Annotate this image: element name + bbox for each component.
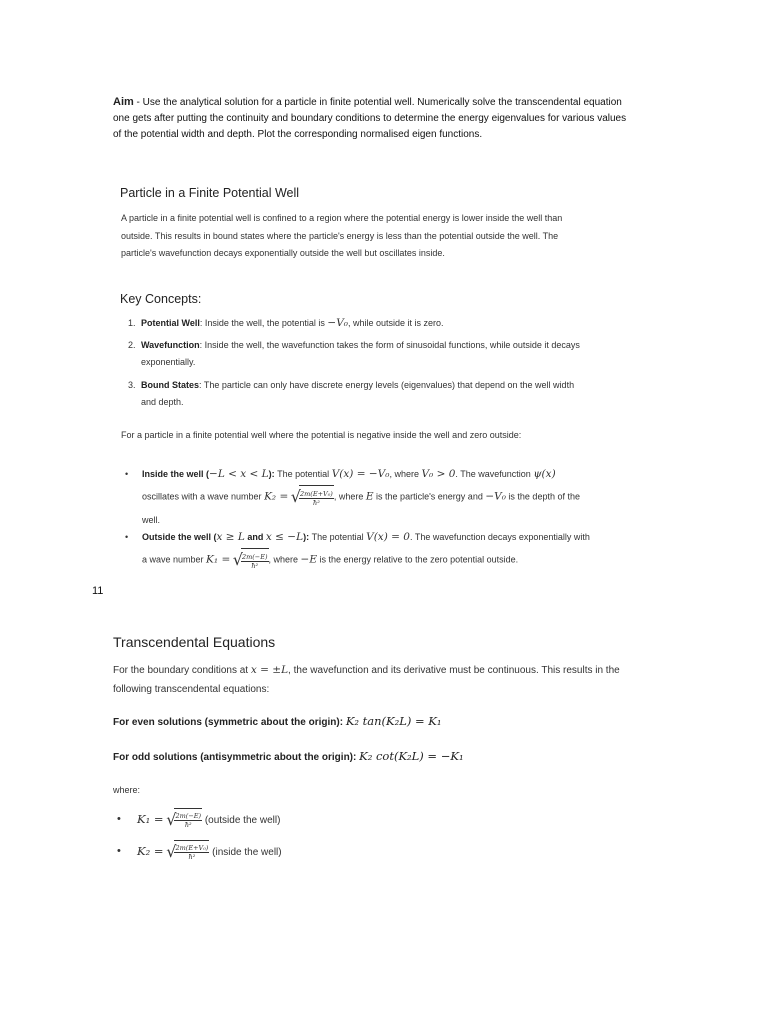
bullet-dot: •	[125, 469, 129, 479]
math-expression: K₂ =	[264, 490, 289, 503]
paren: ):	[268, 469, 278, 479]
text: (inside the well)	[209, 847, 282, 858]
bullet-k1	[117, 808, 587, 832]
text: is the energy relative to the zero potential outside.	[317, 554, 519, 565]
aim-label: Aim	[113, 96, 134, 108]
math-expression: ψ(x)	[533, 468, 556, 480]
even-equation: K₂ tan(K₂L) = K₁	[345, 714, 442, 728]
text: The potential	[277, 469, 332, 479]
math-expression: V(x) = 0	[366, 531, 410, 543]
bullet-outside-well	[125, 526, 595, 572]
text: oscillates with a wave number	[142, 491, 265, 502]
text: is the depth of the well.	[142, 491, 580, 525]
item-term: Potential Well	[141, 318, 200, 328]
sqrt-expression: √ $\frac{2m(-E)}{\text{ħ²}}$	[166, 808, 202, 832]
text: , where	[268, 554, 301, 565]
even-solutions-line	[113, 714, 442, 728]
sqrt-expression: √ $\frac{2m(-E)}{\text{ħ²}}$	[232, 550, 268, 571]
frac-numerator: 2m(E+V₀)	[175, 844, 209, 853]
text: , where	[333, 491, 366, 502]
math-expression: −E	[300, 553, 318, 566]
math-expression: E	[365, 490, 374, 503]
text: (outside the well)	[202, 815, 281, 826]
finite-well-paragraph: A particle in a finite potential well is confined to a region where the potential energy is lower inside the well than outside. This results in bound states where the particle's energy is less than the potential outside the well. The particle's wavefunction decays exponentially outside the well but oscillates inside.	[121, 213, 563, 258]
sqrt-expression: √ $\frac{\text{2m(E+V₀)}}{\text{ħ²}}$	[166, 840, 209, 864]
inside-term: Inside the well	[142, 469, 204, 479]
section-title-transcendental: Transcendental Equations	[113, 634, 276, 650]
text: , where	[389, 469, 422, 479]
math-expression: x = ±L	[250, 664, 289, 676]
item-text: : Inside the well, the potential is	[199, 318, 328, 328]
item-text: : The particle can only have discrete energy levels (eigenvalues) that depend on the well width and depth.	[141, 380, 575, 407]
math-expression: K₂ =	[137, 844, 164, 858]
bullet-k2	[117, 840, 587, 864]
item-text: , while outside it is zero.	[348, 318, 444, 328]
math-expression: K₁ =	[137, 812, 164, 826]
frac-numerator: 2m(E+V₀)	[299, 490, 333, 499]
frac-denominator: ħ²	[184, 821, 192, 830]
frac-numerator: 2m(−E)	[175, 812, 202, 821]
bullet-dot: •	[117, 845, 121, 857]
math-expression: V(x) = −V₀	[331, 468, 390, 480]
item-number: 1.	[128, 318, 136, 328]
text: , the wavefunction and its derivative must be continuous. This results in the following transcendental equations:	[113, 665, 620, 695]
frac-denominator: ħ²	[188, 853, 196, 862]
frac-denominator: ħ²	[251, 562, 259, 571]
frac-denominator: ħ²	[313, 499, 320, 508]
odd-solutions-line	[113, 749, 464, 763]
conditions-intro: For a particle in a finite potential well where the potential is negative inside the well and zero outside:	[121, 430, 522, 440]
transcendental-paragraph	[113, 661, 633, 699]
key-concept-item	[128, 337, 588, 371]
even-label: For even solutions (symmetric about the origin):	[113, 717, 346, 728]
page-number: 11	[92, 585, 104, 597]
odd-label: For odd solutions (antisymmetric about the origin):	[113, 752, 360, 763]
key-concept-item	[128, 315, 588, 332]
math-expression: −L < x < L	[209, 468, 269, 480]
item-term: Wavefunction	[141, 340, 200, 350]
odd-equation: K₂ cot(K₂L) = −K₁	[359, 749, 464, 763]
item-number: 2.	[128, 340, 136, 350]
bullet-inside-well	[125, 463, 595, 531]
math-expression: x ≥ L	[216, 531, 245, 543]
text: . The wavefunction decays exponentially with a wave number	[142, 532, 590, 565]
item-term: Bound States	[141, 380, 200, 390]
paren: ):	[303, 532, 312, 542]
outside-term: Outside the well	[142, 532, 212, 542]
text: The potential	[311, 532, 367, 542]
text: . The wavefunction	[455, 469, 534, 479]
item-number: 3.	[128, 380, 136, 390]
math-expression: −V₀	[327, 317, 349, 329]
where-label: where:	[113, 785, 141, 795]
text: is the particle's energy and	[373, 491, 486, 502]
section-title-finite-well: Particle in a Finite Potential Well	[120, 186, 300, 200]
item-text: : Inside the well, the wavefunction takes the form of sinusoidal functions, while outside it decays exponentially.	[141, 340, 580, 367]
text: and	[244, 532, 266, 542]
paren: (	[203, 469, 210, 479]
math-expression: V₀ > 0	[421, 468, 456, 480]
bullet-dot: •	[117, 813, 121, 825]
text: For the boundary conditions at	[113, 665, 251, 676]
aim-paragraph	[113, 94, 633, 143]
key-concept-item	[128, 377, 588, 411]
frac-numerator: 2m(−E)	[241, 553, 268, 562]
sqrt-expression: √ $\frac{\text{2m(E+V₀)}}{\text{ħ²}}$	[290, 487, 333, 508]
aim-text: - Use the analytical solution for a particle in finite potential well. Numerically solve the transcendental equation one gets after putting the continuity and boundary conditions to determine the energy eigenvalues for various values of the potential width and depth. Plot the corresponding normalised eigen functions.	[113, 97, 627, 140]
bullet-dot: •	[125, 532, 129, 542]
math-expression: K₁ =	[206, 553, 231, 566]
paren: (	[211, 532, 217, 542]
math-expression: x ≤ −L	[265, 531, 304, 543]
key-concepts-title: Key Concepts:	[120, 292, 202, 306]
math-expression: −V₀	[485, 490, 506, 503]
